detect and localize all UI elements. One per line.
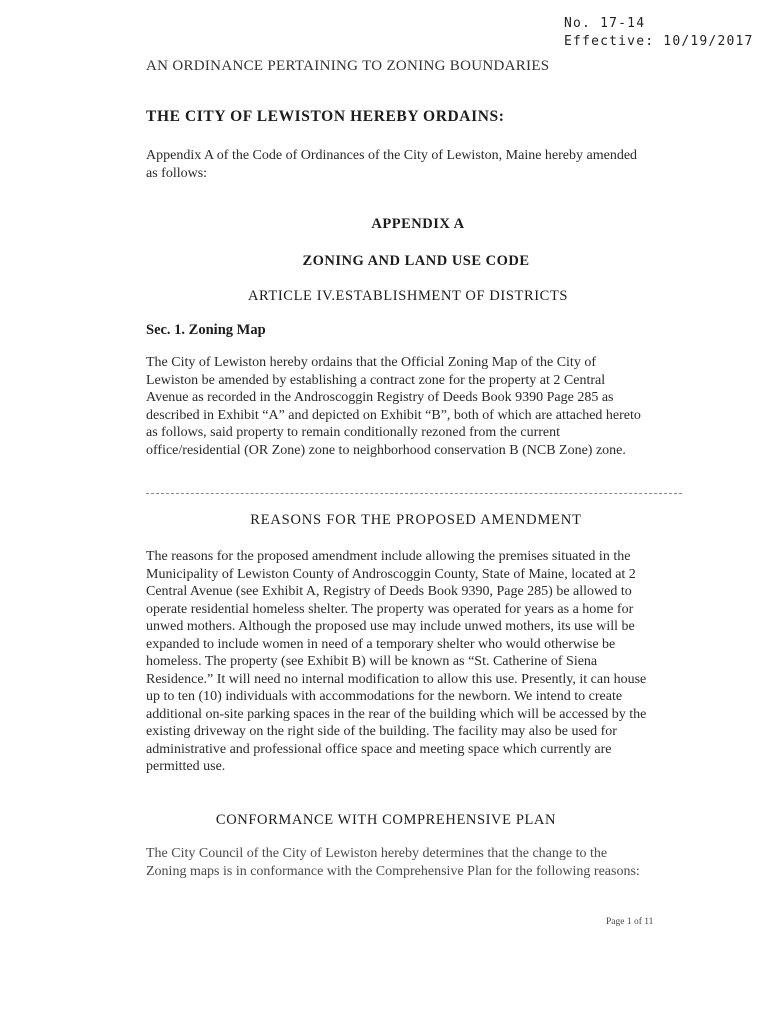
paragraph-line: office/residential (OR Zone) zone to neighborhood conservation B (NCB Zone) zone.: [146, 442, 626, 458]
paragraph-line: expanded to include women in need of a temporary shelter who would otherwise be: [146, 636, 616, 652]
appendix-heading: APPENDIX A: [371, 216, 465, 232]
paragraph-line: Central Avenue (see Exhibit A, Registry of Deeds Book 9390, Page 285) be allowed to: [146, 584, 632, 599]
conformance-heading: CONFORMANCE WITH COMPREHENSIVE PLAN: [215, 812, 557, 828]
paragraph-line: as follows, said property to remain conditionally rezoned from the current: [146, 425, 561, 440]
page-number: Page 1 of 11: [606, 917, 654, 927]
paragraph-line: The City of Lewiston hereby ordains that the Official Zoning Map of the City of: [146, 355, 596, 370]
section-heading: Sec. 1. Zoning Map: [146, 322, 266, 338]
paragraph-line: Zoning maps is in conformance with the Comprehensive Plan for the following reasons:: [146, 863, 640, 879]
reasons-heading: REASONS FOR THE PROPOSED AMENDMENT: [250, 512, 582, 528]
paragraph-line: permitted use.: [146, 759, 226, 774]
paragraph-line: The reasons for the proposed amendment include allowing the premises situated in the: [146, 549, 631, 564]
paragraph-line: Municipality of Lewiston County of Androscoggin County, State of Maine, located at 2: [146, 566, 636, 582]
paragraph-line: described in Exhibit “A” and depicted on Exhibit “B”, both of which are attached hereto: [146, 407, 641, 423]
paragraph-line: administrative and professional office space and meeting space which currently are: [146, 741, 612, 757]
section-divider: [146, 493, 682, 494]
conformance-paragraph: [146, 845, 686, 880]
paragraph-line: existing driveway on the right side of the building. The facility may also be used for: [146, 724, 617, 739]
zoning-paragraph: [146, 354, 686, 459]
effective-date: Effective: 10/19/2017: [564, 34, 754, 49]
article-heading: ARTICLE IV.ESTABLISHMENT OF DISTRICTS: [247, 288, 569, 304]
paragraph-line: Residence.” It will need no internal modification to allow this use. Presently, it can house: [146, 671, 647, 687]
intro-paragraph: [146, 147, 686, 182]
ordinance-title: AN ORDINANCE PERTAINING TO ZONING BOUNDARIES: [146, 58, 550, 74]
ordinance-number: No. 17-14: [564, 16, 646, 31]
ordinance-stamp: [564, 15, 754, 51]
ordains-heading: THE CITY OF LEWISTON HEREBY ORDAINS:: [146, 108, 505, 125]
code-heading: ZONING AND LAND USE CODE: [302, 253, 530, 269]
paragraph-line: operate residential homeless shelter. The property was operated for years as a home for: [146, 601, 634, 617]
paragraph-line: Lewiston be amended by establishing a contract zone for the property at 2 Central: [146, 372, 606, 388]
paragraph-line: homeless. The property (see Exhibit B) will be known as “St. Catherine of Siena: [146, 654, 598, 669]
paragraph-line: Avenue as recorded in the Androscoggin Registry of Deeds Book 9390 Page 285 as: [146, 390, 614, 405]
paragraph-line: Appendix A of the Code of Ordinances of the City of Lewiston, Maine hereby amended: [146, 148, 638, 163]
paragraph-line: as follows:: [146, 165, 208, 181]
paragraph-line: unwed mothers. Although the proposed use may include unwed mothers, its use will be: [146, 619, 635, 634]
paragraph-line: The City Council of the City of Lewiston hereby determines that the change to the: [146, 846, 608, 861]
paragraph-line: up to ten (10) individuals with accommodations for the newborn. We intend to create: [146, 689, 623, 704]
reasons-paragraph: [146, 548, 686, 776]
paragraph-line: additional on-site parking spaces in the rear of the building which will be accessed by the: [146, 706, 647, 722]
